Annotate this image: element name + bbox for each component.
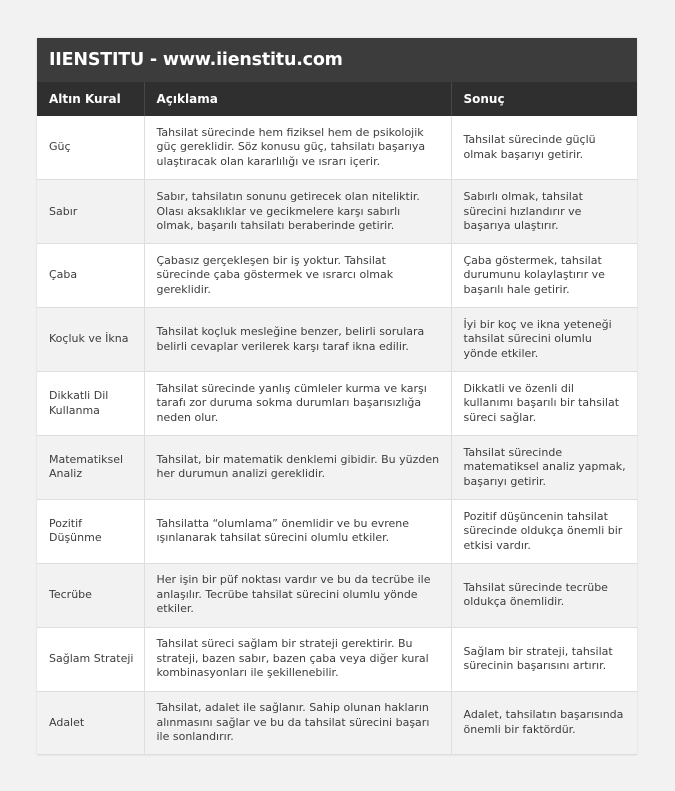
- cell-rule: Koçluk ve İkna: [37, 308, 144, 372]
- table-row: [37, 116, 637, 180]
- cell-result: Tahsilat sürecinde matematiksel analiz yapmak, başarıyı getirir.: [451, 435, 637, 499]
- column-header-description: Açıklama: [144, 82, 451, 116]
- table-row: [37, 499, 637, 563]
- cell-description: Tahsilat koçluk mesleğine benzer, belirli sorulara belirli cevaplar verilerek karşı taraf ikna edilir.: [144, 308, 451, 372]
- golden-rules-table: [37, 82, 637, 755]
- cell-description: Tahsilatta “olumlama” önemlidir ve bu evrene ışınlanarak tahsilat sürecini olumlu etkiler.: [144, 499, 451, 563]
- table-row: [37, 563, 637, 627]
- cell-result: Adalet, tahsilatın başarısında önemli bir faktördür.: [451, 691, 637, 755]
- cell-rule: Adalet: [37, 691, 144, 755]
- table-row: [37, 372, 637, 436]
- table-row: [37, 627, 637, 691]
- table-row: [37, 691, 637, 755]
- cell-result: İyi bir koç ve ikna yeteneği tahsilat sürecini olumlu yönde etkiler.: [451, 308, 637, 372]
- column-header-rule: Altın Kural: [37, 82, 144, 116]
- cell-rule: Tecrübe: [37, 563, 144, 627]
- cell-rule: Sabır: [37, 180, 144, 244]
- cell-rule: Güç: [37, 116, 144, 180]
- cell-result: Çaba göstermek, tahsilat durumunu kolaylaştırır ve başarılı hale getirir.: [451, 244, 637, 308]
- cell-rule: Çaba: [37, 244, 144, 308]
- cell-result: Dikkatli ve özenli dil kullanımı başarılı bir tahsilat süreci sağlar.: [451, 372, 637, 436]
- table-row: [37, 435, 637, 499]
- table-header-row: [37, 82, 637, 116]
- cell-rule: Dikkatli Dil Kullanma: [37, 372, 144, 436]
- cell-description: Çabasız gerçekleşen bir iş yoktur. Tahsilat sürecinde çaba göstermek ve ısrarcı olmak gereklidir.: [144, 244, 451, 308]
- cell-rule: Matematiksel Analiz: [37, 435, 144, 499]
- cell-rule: Pozitif Düşünme: [37, 499, 144, 563]
- cell-description: Tahsilat, bir matematik denklemi gibidir. Bu yüzden her durumun analizi gereklidir.: [144, 435, 451, 499]
- cell-description: Her işin bir püf noktası vardır ve bu da tecrübe ile anlaşılır. Tecrübe tahsilat sürecini olumlu yönde etkiler.: [144, 563, 451, 627]
- rules-card: [37, 38, 637, 755]
- cell-description: Tahsilat sürecinde hem fiziksel hem de psikolojik güç gereklidir. Söz konusu güç, tahsilatı başarıya ulaştıracak olan kararlılığı ve ısrarı içerir.: [144, 116, 451, 180]
- cell-description: Tahsilat sürecinde yanlış cümleler kurma ve karşı tarafı zor duruma sokma durumları başarısızlığa neden olur.: [144, 372, 451, 436]
- column-header-result: Sonuç: [463, 92, 505, 106]
- cell-result: Tahsilat sürecinde tecrübe oldukça önemlidir.: [451, 563, 637, 627]
- cell-result: Sabırlı olmak, tahsilat sürecini hızlandırır ve başarıya ulaştırır.: [451, 180, 637, 244]
- cell-result: Tahsilat sürecinde güçlü olmak başarıyı getirir.: [451, 116, 637, 180]
- table-row: [37, 244, 637, 308]
- table-row: [37, 180, 637, 244]
- cell-result: Pozitif düşüncenin tahsilat sürecinde oldukça önemli bir etkisi vardır.: [451, 499, 637, 563]
- table-row: [37, 308, 637, 372]
- cell-rule: Sağlam Strateji: [37, 627, 144, 691]
- cell-description: Sabır, tahsilatın sonunu getirecek olan niteliktir. Olası aksaklıklar ve gecikmelere karşı sabırlı olmak, başarılı tahsilatı beraberinde getirir.: [144, 180, 451, 244]
- banner-title: IIENSTITU - www.iienstitu.com: [37, 38, 637, 82]
- cell-result: Sağlam bir strateji, tahsilat sürecinin başarısını artırır.: [451, 627, 637, 691]
- cell-description: Tahsilat süreci sağlam bir strateji gerektirir. Bu strateji, bazen sabır, bazen çaba veya diğer kural kombinasyonları ile şekillenebilir.: [144, 627, 451, 691]
- cell-description: Tahsilat, adalet ile sağlanır. Sahip olunan hakların alınmasını sağlar ve bu da tahsilat sürecini başarı ile sonlandırır.: [144, 691, 451, 755]
